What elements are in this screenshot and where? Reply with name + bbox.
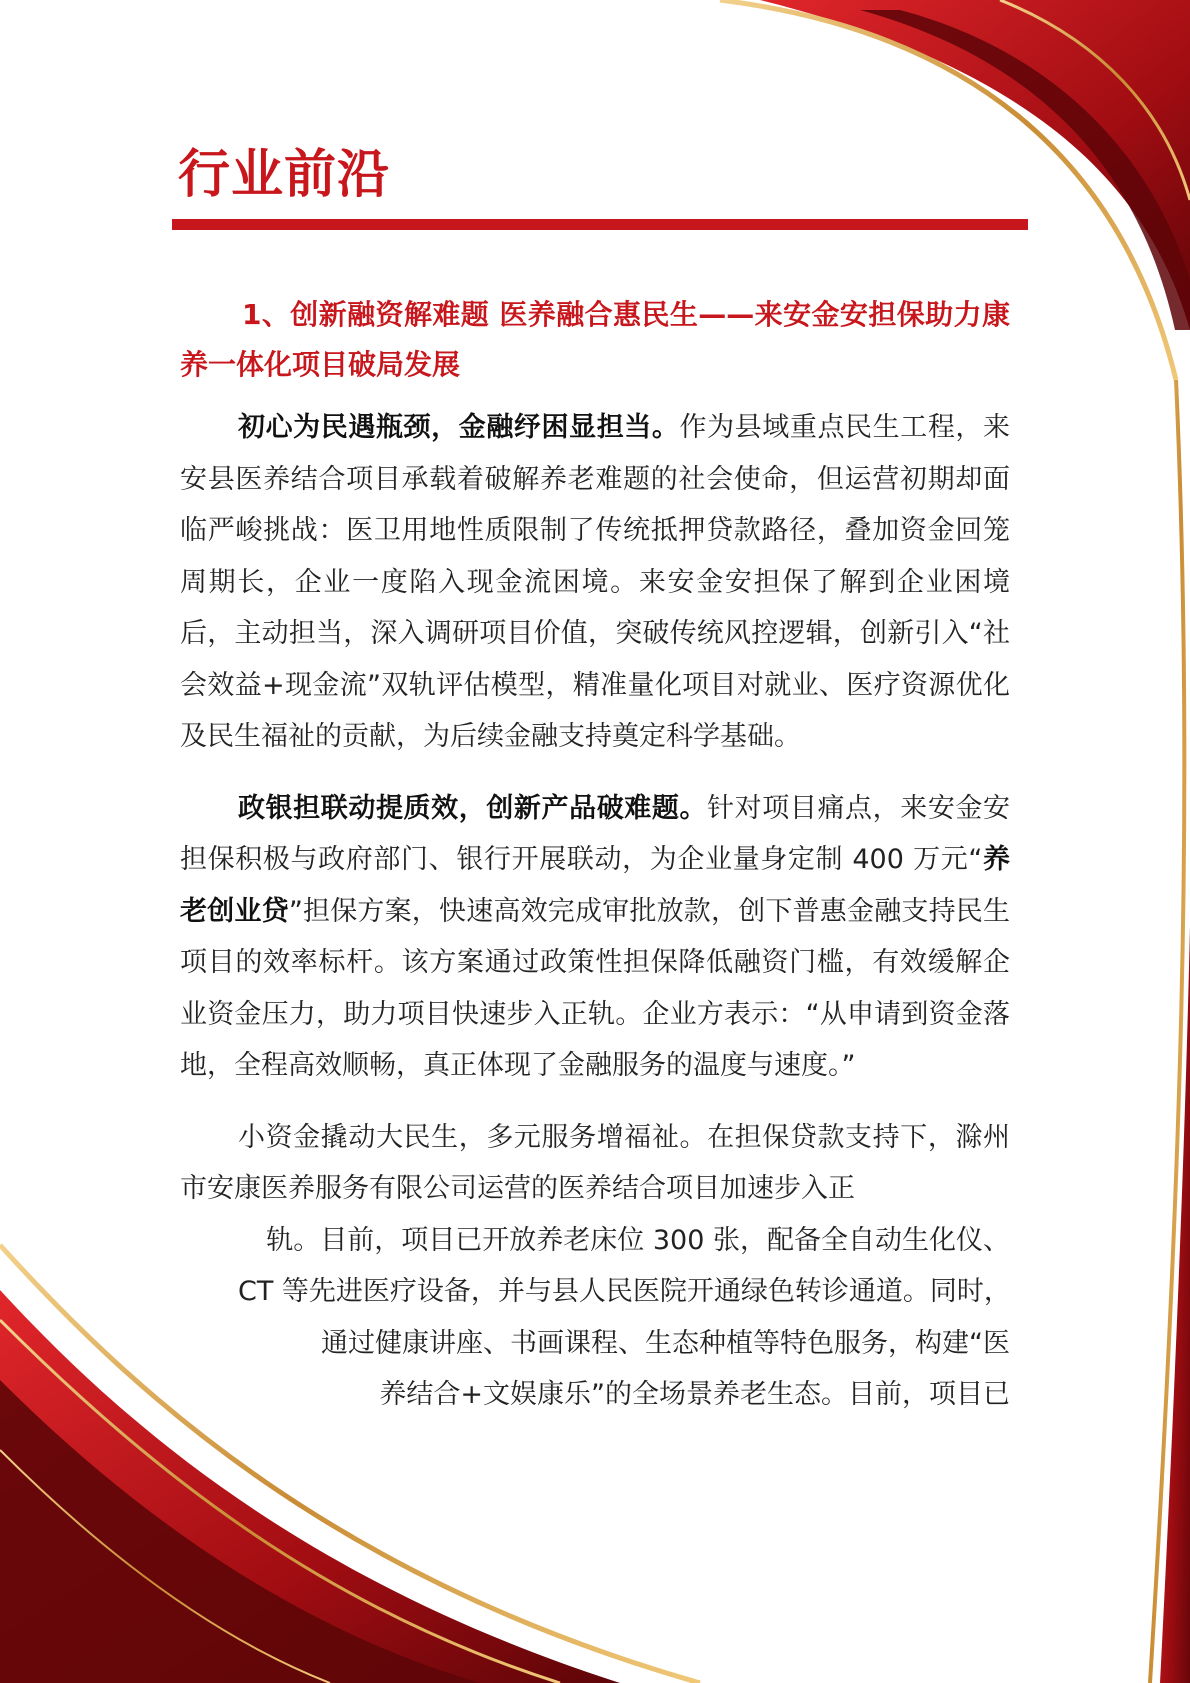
paragraph-1 (180, 402, 1010, 763)
paragraph-2-text-a: 针对项目痛点，来安金安担保积极与政府部门、银行开展联动，为企业量身定制 400 万元“ (180, 792, 1011, 875)
paragraph-3-line: 养结合+文娱康乐”的全场景养老生态。目前，项目已 (379, 1379, 1010, 1410)
right-edge-curve (1150, 330, 1190, 1683)
paragraph-3-line: CT 等先进医疗设备，并与县人民医院开通绿色转诊通道。同时， (238, 1276, 1011, 1307)
article-headline: 1、创新融资解难题 医养融合惠民生——来安金安担保助力康养一体化项目破局发展 (180, 298, 1010, 381)
paragraph-1-text: 作为县域重点民生工程，来安县医养结合项目承载着破解养老难题的社会使命，但运营初期却面临严峻挑战：医卫用地性质限制了传统抵押贷款路径，叠加资金回笼周期长，企业一度陷入现金流困境。来安金安担保了解到企业困境后，主动担当，深入调研项目价值，突破传统风控逻辑，创新引入“社会效益+现金流”双轨评估模型，精准量化项目对就业、医疗资源优化及民生福祉的贡献，为后续金融支持奠定科学基础。 (180, 412, 1011, 752)
section-title: 行业前沿 (178, 144, 391, 205)
title-divider (172, 219, 1028, 230)
article-body (180, 290, 1010, 1441)
paragraph-1-lead: 初心为民遇瓶颈，金融纾困显担当。 (238, 412, 680, 443)
paragraph-2-lead: 政银担联动提质效，创新产品破难题。 (238, 792, 708, 824)
product-name: 养老创业贷 (180, 844, 1011, 927)
paragraph-3-line: 通过健康讲座、书画课程、生态种植等特色服务，构建“医 (321, 1327, 1010, 1359)
paragraph-3 (180, 1112, 1010, 1421)
paragraph-2 (180, 783, 1010, 1092)
paragraph-3-text-a: 小资金撬动大民生，多元服务增福祉。在担保贷款支持下，滁州市安康医养服务有限公司运营的医养结合项目加速步入正 (180, 1121, 1010, 1204)
paragraph-2-text-b: ”担保方案，快速高效完成审批放款，创下普惠金融支持民生项目的效率标杆。该方案通过政策性担保降低融资门槛，有效缓解企业资金压力，助力项目快速步入正轨。企业方表示：“从申请到资金落地，全程高效顺畅，真正体现了金融服务的温度与速度。” (180, 895, 1010, 1081)
paragraph-3-line: 轨。目前，项目已开放养老床位 300 张，配备全自动生化仪、 (266, 1224, 1010, 1256)
